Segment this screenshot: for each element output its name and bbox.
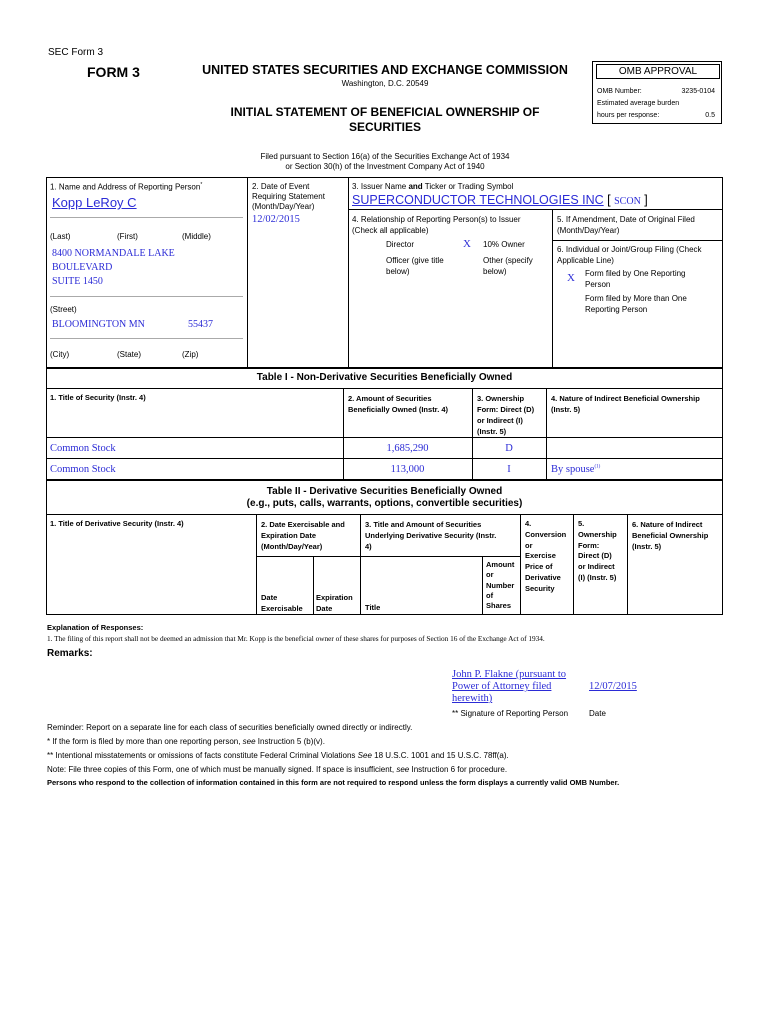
sec-form-label: SEC Form 3	[48, 47, 104, 58]
table-row-1-amount: 1,685,290	[386, 443, 429, 454]
table2-expiration-date: Expiration Date	[316, 593, 353, 613]
ticker-symbol: SCON	[614, 196, 641, 207]
signature-date: 12/07/2015	[589, 681, 637, 692]
table2-col1-header: 1. Title of Derivative Security (Instr. 4)	[50, 519, 184, 528]
persons-note: Persons who respond to the collection of information contained in this form are not required to respond unless the form displays a currently valid OMB Number.	[47, 778, 620, 787]
last-label: (Last)	[50, 232, 71, 241]
omb-title: OMB APPROVAL	[596, 64, 720, 79]
signature-date-label: Date	[589, 709, 606, 718]
event-date: 12/02/2015	[252, 214, 300, 225]
other-label: Other (specify below)	[483, 256, 533, 276]
omb-hours-label: hours per response:	[597, 112, 660, 119]
location: Washington, D.C. 20549	[341, 79, 429, 88]
state-label: (State)	[117, 350, 142, 359]
table2-col6-header: 6. Nature of Indirect Beneficial Ownership (Instr. 5)	[632, 520, 709, 551]
statement-title-line-1: INITIAL STATEMENT OF BENEFICIAL OWNERSHIP OF	[230, 105, 540, 119]
table-row-2-title: Common Stock	[50, 464, 116, 475]
city-state-value: BLOOMINGTON MN	[52, 319, 145, 330]
middle-label: (Middle)	[182, 232, 211, 241]
statement-title-line-2: SECURITIES	[348, 120, 421, 134]
issuer: SUPERCONDUCTOR TECHNOLOGIES INC [ SCON ]	[352, 193, 648, 207]
issuer-name-link[interactable]: SUPERCONDUCTOR TECHNOLOGIES INC	[352, 193, 604, 207]
address	[52, 247, 175, 289]
address-line-1: 8400 NORMANDALE LAKE	[52, 248, 175, 259]
omb-approval-box	[592, 61, 722, 124]
table-row-2-form: I	[507, 464, 511, 475]
omb-burden-label: Estimated average burden	[597, 100, 680, 107]
signature-label: ** Signature of Reporting Person	[452, 709, 569, 718]
table-row-1-title: Common Stock	[50, 443, 116, 454]
filed-pursuant-2: or Section 30(h) of the Investment Company Act of 1940	[285, 162, 485, 171]
explanation-1: 1. The filing of this report shall not be deemed an admission that Mr. Kopp is the beneficial owner of these shares for purposes of Section 16 of the Exchange Act of 1934.	[47, 634, 545, 643]
one-person-check[interactable]: X	[567, 272, 575, 284]
reminder-note: Reminder: Report on a separate line for each class of securities beneficially owned directly or indirectly.	[47, 723, 413, 732]
table-row-1-form: D	[505, 443, 513, 454]
director-label: Director	[386, 240, 415, 249]
address-line-3: SUITE 1450	[52, 276, 103, 287]
form-title: FORM 3	[87, 64, 140, 80]
signature-name[interactable]: John P. Flakne (pursuant to Power of Attorney filed herewith)	[452, 669, 567, 704]
box5-label: 5. If Amendment, Date of Original Filed (Month/Day/Year)	[557, 215, 695, 235]
one-person-label: Form filed by One Reporting Person	[585, 269, 686, 289]
table2-title: Table II - Derivative Securities Beneficially Owned (e.g., puts, calls, warrants, options, convertible securities)	[246, 486, 523, 509]
note-misstatements: ** Intentional misstatements or omissions of facts constitute Federal Criminal Violations See 18 U.S.C. 1001 and 15 U.S.C. 78ff(a).	[47, 751, 509, 760]
first-label: (First)	[117, 232, 138, 241]
filed-pursuant	[190, 152, 580, 172]
more-than-one-label: Form filed by More than One Reporting Person	[585, 294, 687, 314]
reporting-person-name[interactable]: Kopp LeRoy C	[52, 195, 137, 210]
table2-col3-header: 3. Title and Amount of Securities Underlying Derivative Security (Instr. 4)	[365, 520, 497, 551]
zip-label: (Zip)	[182, 350, 199, 359]
table1-col1-header: 1. Title of Security (Instr. 4)	[50, 393, 146, 402]
director-check[interactable]: X	[463, 238, 471, 250]
box6-label: 6. Individual or Joint/Group Filing (Check Applicable Line)	[557, 245, 702, 265]
note-copies: Note: File three copies of this Form, one of which must be manually signed. If space is insufficient, see Instruction 6 for procedure.	[47, 765, 508, 774]
table2-col5-header: 5. Ownership Form: Direct (D) or Indirect (I) (Instr. 5)	[578, 519, 617, 582]
table1-title: Table I - Non-Derivative Securities Beneficially Owned	[256, 372, 513, 383]
filed-pursuant-1: Filed pursuant to Section 16(a) of the Securities Exchange Act of 1934	[260, 152, 510, 161]
zip-value: 55437	[188, 319, 213, 330]
table1-col2-header: 2. Amount of Securities Beneficially Owned (Instr. 4)	[348, 394, 449, 414]
omb-number-label: OMB Number:	[597, 88, 642, 95]
box1-label: 1. Name and Address of Reporting Person*	[50, 182, 203, 192]
city-label: (City)	[50, 350, 70, 359]
table1-col4-header: 4. Nature of Indirect Beneficial Ownership (Instr. 5)	[551, 394, 700, 414]
table-row-2-amount: 113,000	[390, 464, 425, 475]
table2-col4-header: 4. Conversion or Exercise Price of Derivative Security	[525, 519, 567, 593]
table2-col2-header: 2. Date Exercisable and Expiration Date (Month/Day/Year)	[261, 520, 345, 551]
statement-title	[190, 105, 580, 135]
table2-date-exercisable: Date Exercisable	[261, 593, 303, 613]
box3-label: 3. Issuer Name and Ticker or Trading Symbol	[352, 182, 514, 191]
address-line-2: BOULEVARD	[52, 262, 113, 273]
remarks-label: Remarks:	[47, 648, 93, 659]
note-multiple-persons: * If the form is filed by more than one reporting person, see Instruction 5 (b)(v).	[47, 737, 325, 746]
ten-percent-owner-label: 10% Owner	[483, 240, 525, 249]
footnote-ref-1[interactable]: (1)	[594, 464, 601, 470]
explanation-label: Explanation of Responses:	[47, 623, 144, 632]
commission-title: UNITED STATES SECURITIES AND EXCHANGE COMMISSION	[202, 63, 568, 77]
officer-label: Officer (give title below)	[386, 256, 444, 276]
omb-hours-value: 0.5	[705, 112, 715, 119]
omb-number-value: 3235-0104	[681, 88, 715, 95]
table1-col3-header: 3. Ownership Form: Direct (D) or Indirect (I) (Instr. 5)	[477, 394, 535, 436]
box4-label: 4. Relationship of Reporting Person(s) to Issuer (Check all applicable)	[352, 215, 521, 235]
street-label: (Street)	[50, 305, 77, 314]
table2-amount-sub: Amount or Number of Shares	[486, 560, 515, 611]
table-row-2-nature: By spouse$^{(1)}$	[551, 464, 601, 475]
table2-title-sub: Title	[365, 603, 381, 612]
box2-label: 2. Date of Event Requiring Statement (Month/Day/Year)	[252, 182, 325, 211]
